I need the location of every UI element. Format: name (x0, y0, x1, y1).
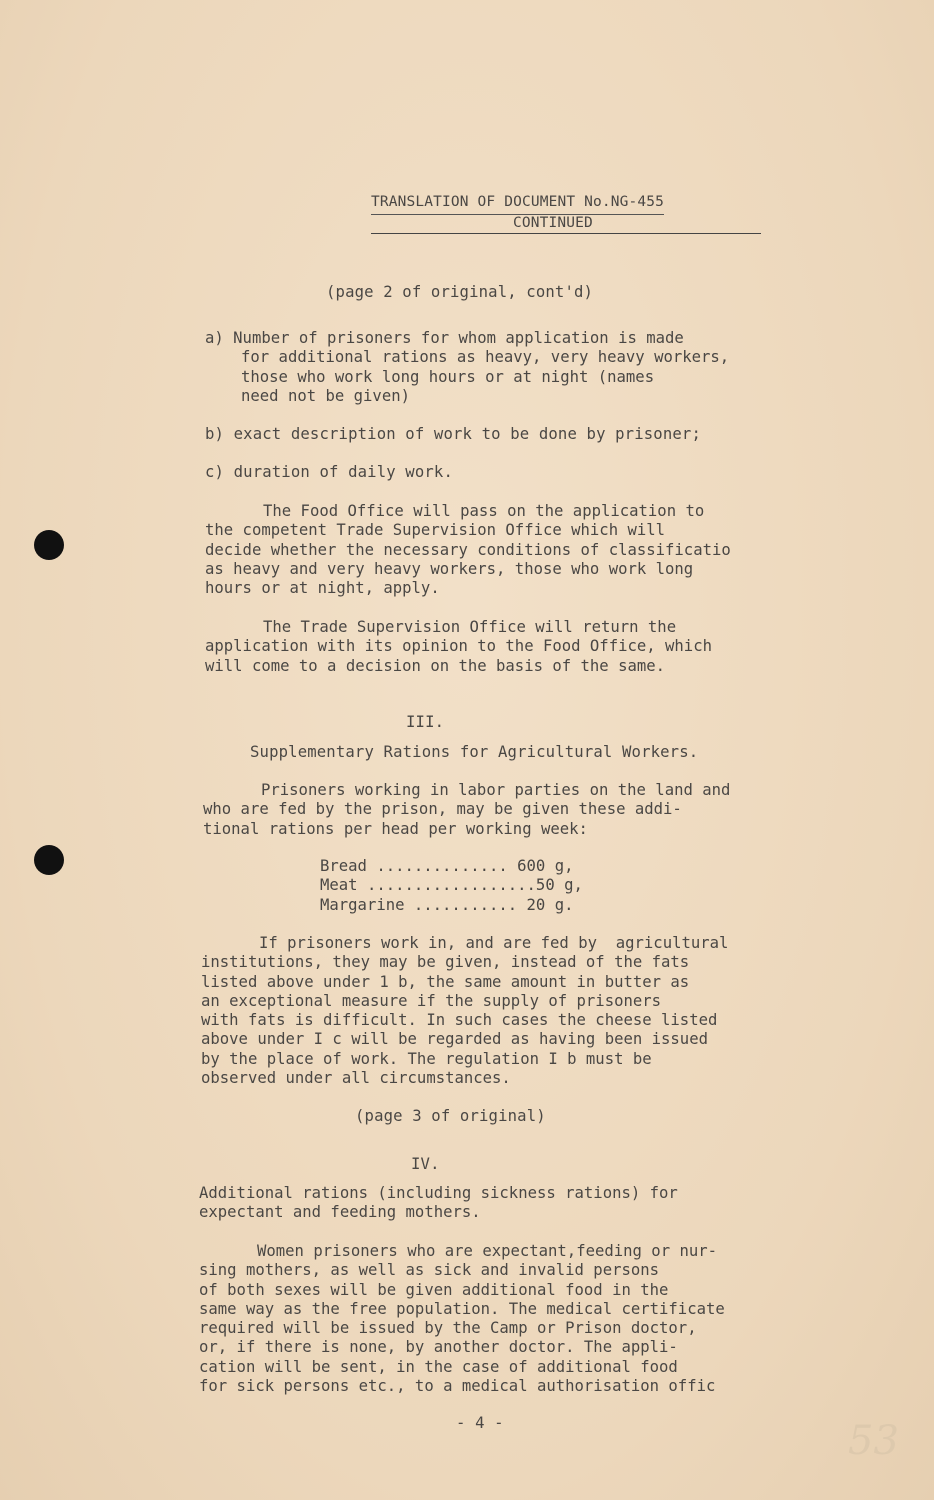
paragraph-line: as heavy and very heavy workers, those who work long (205, 559, 694, 578)
paragraph (205, 618, 712, 676)
paragraph-line: will come to a decision on the basis of the same. (205, 656, 666, 675)
rations-list (320, 857, 583, 915)
paragraph-line: or, if there is none, by another doctor. The appli- (199, 1338, 678, 1357)
section-numeral: III. (406, 713, 445, 731)
item-a-line: a) Number of prisoners for whom application is made (205, 329, 684, 347)
paragraph-line: cation will be sent, in the case of additional food (199, 1357, 678, 1376)
ration-item: Bread .............. 600 g, (320, 857, 574, 875)
paragraph-line: observed under all circumstances. (201, 1069, 511, 1088)
section-heading: Supplementary Rations for Agricultural Workers. (250, 743, 699, 761)
document-subtitle: CONTINUED (513, 215, 593, 231)
paragraph-line: tional rations per head per working week: (203, 819, 588, 838)
paragraph-line: by the place of work. The regulation I b must be (201, 1049, 652, 1068)
ration-item: Margarine ........... 20 g. (320, 895, 574, 914)
paragraph-line: with fats is difficult. In such cases the cheese listed (201, 1011, 718, 1030)
paragraph-line: the competent Trade Supervision Office which will (205, 521, 666, 540)
section-heading (199, 1184, 678, 1223)
page-reference: (page 3 of original) (355, 1107, 546, 1125)
paragraph-line: decide whether the necessary conditions of classificatio (205, 540, 731, 559)
section-heading-line: Additional rations (including sickness rations) for (199, 1184, 678, 1202)
paragraph-line: sing mothers, as well as sick and invalid persons (199, 1261, 660, 1280)
page-number: - 4 - (456, 1414, 504, 1432)
handwritten-reference: 53 (848, 1418, 899, 1464)
paragraph (205, 502, 731, 598)
item-c: c) duration of daily work. (205, 463, 453, 481)
section-numeral: IV. (411, 1155, 440, 1173)
paragraph (203, 781, 730, 839)
paragraph-line: Prisoners working in labor parties on the land and (261, 781, 731, 799)
paragraph-line: same way as the free population. The medical certificate (199, 1299, 725, 1318)
document-title: TRANSLATION OF DOCUMENT No.NG-455 (371, 193, 664, 215)
paragraph-line: Women prisoners who are expectant,feeding or nur- (257, 1242, 718, 1260)
item-a-line: those who work long hours or at night (names (241, 367, 655, 386)
item-a-line: for additional rations as heavy, very heavy workers, (241, 348, 730, 367)
item-a-line: need not be given) (241, 386, 410, 405)
paragraph-line: institutions, they may be given, instead of the fats (201, 953, 690, 972)
paragraph-line: application with its opinion to the Food Office, which (205, 637, 712, 656)
paragraph-line: an exceptional measure if the supply of prisoners (201, 991, 662, 1010)
item-a (205, 329, 729, 406)
paragraph (199, 1242, 725, 1396)
paragraph-line: of both sexes will be given additional food in the (199, 1280, 669, 1299)
item-b: b) exact description of work to be done by prisoner; (205, 425, 701, 443)
paragraph-line: The Trade Supervision Office will return the (263, 618, 677, 636)
header-rule (371, 233, 761, 234)
paragraph-line: If prisoners work in, and are fed by agricultural (259, 934, 729, 952)
punch-hole (34, 845, 64, 875)
page-reference: (page 2 of original, cont'd) (326, 283, 594, 301)
paragraph-line: listed above under 1 b, the same amount in butter as (201, 972, 690, 991)
paragraph-line: for sick persons etc., to a medical authorisation offic (199, 1377, 716, 1396)
paragraph-line: above under I c will be regarded as having been issued (201, 1030, 708, 1049)
section-heading-line: expectant and feeding mothers. (199, 1203, 481, 1222)
paragraph-line: who are fed by the prison, may be given these addi- (203, 800, 682, 819)
paragraph-line: hours or at night, apply. (205, 579, 440, 598)
paragraph-line: required will be issued by the Camp or Prison doctor, (199, 1319, 697, 1338)
punch-hole (34, 530, 64, 560)
ration-item: Meat ..................50 g, (320, 876, 583, 895)
paragraph (201, 934, 728, 1088)
paragraph-line: The Food Office will pass on the application to (263, 502, 705, 520)
